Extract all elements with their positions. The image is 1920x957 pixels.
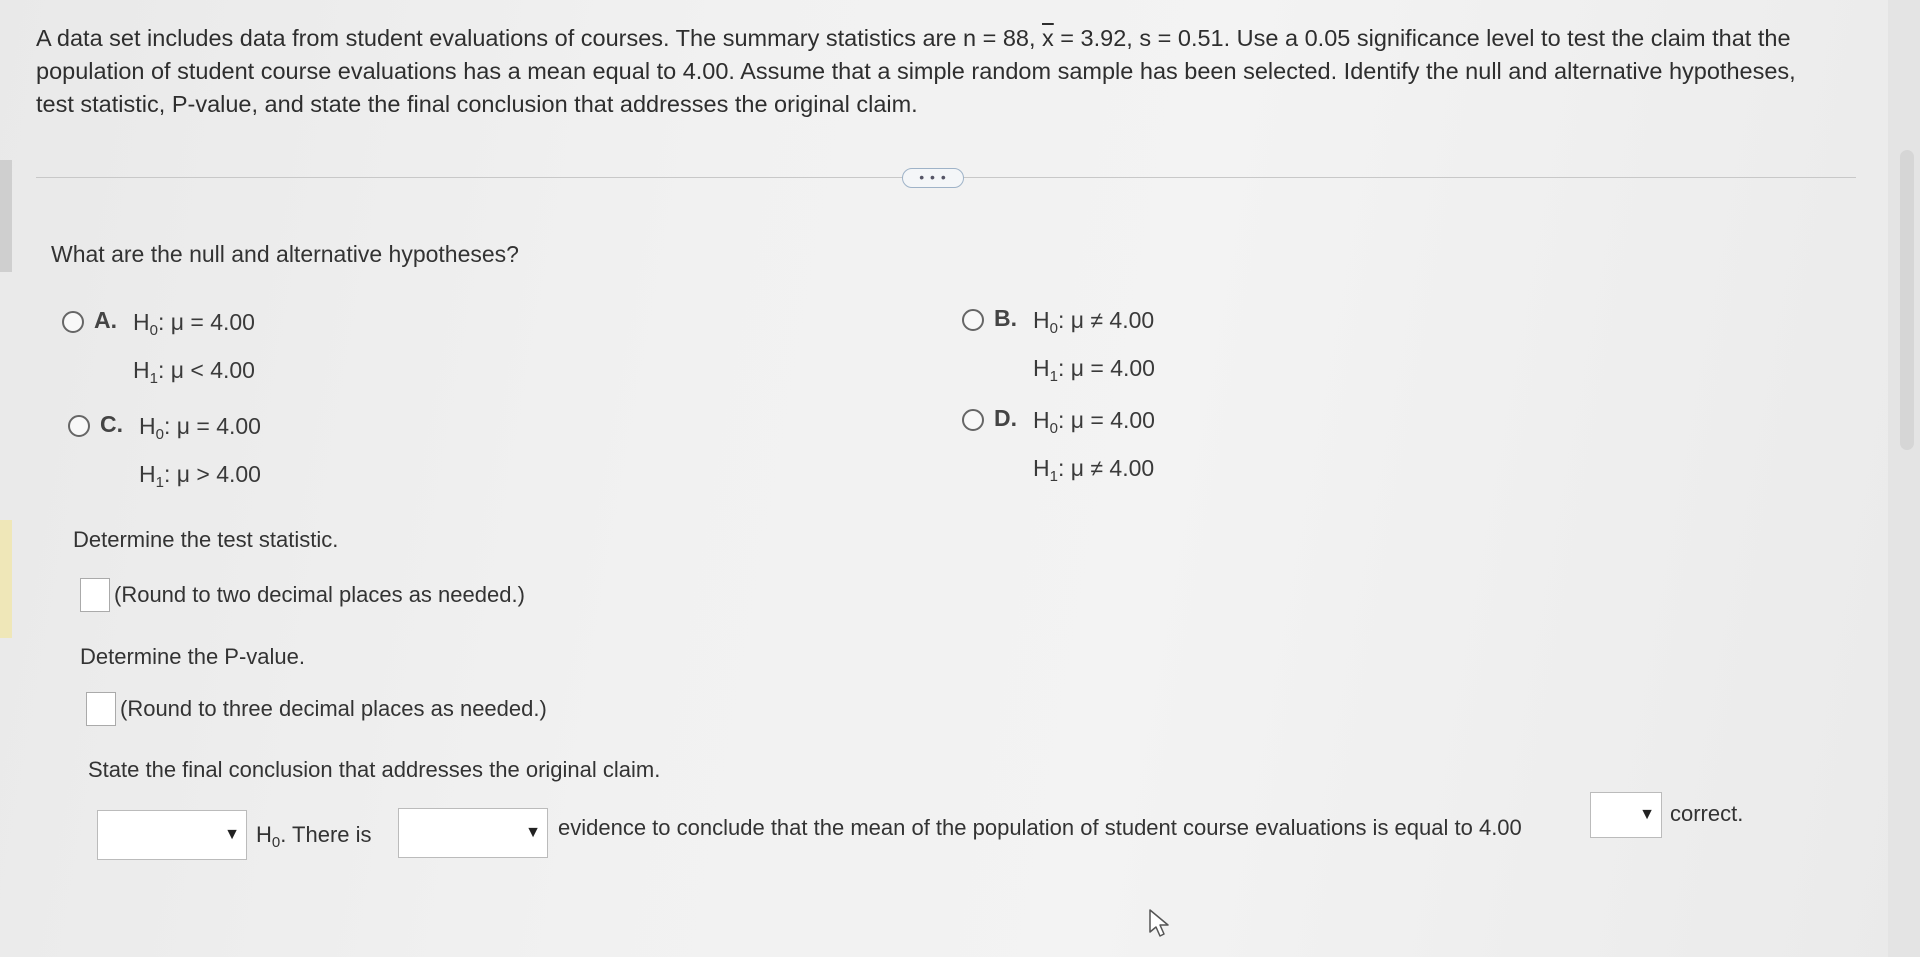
option-letter: D. [994,405,1017,431]
radio-option-a[interactable] [62,311,84,333]
claim-dropdown[interactable] [1590,792,1662,838]
mouse-cursor-icon [1147,908,1173,938]
option-b-h1: $H_1$: μ = 4.00 [1033,355,1155,385]
correct-text: correct. [1670,801,1744,826]
test-statistic-row [80,578,525,612]
option-b[interactable] [962,305,1155,392]
chevron-down-icon: ▼ [1639,806,1655,823]
scrollbar[interactable] [1888,0,1920,957]
option-d[interactable] [962,405,1155,492]
option-a[interactable] [62,307,255,394]
option-d-h0: $H_0$: μ = 4.00 [1033,407,1155,437]
left-edge-highlight [0,520,12,638]
conclusion-prompt: State the final conclusion that addresses the original claim. [88,757,661,782]
option-c-h1: $H_1$: μ > 4.00 [139,461,261,491]
chevron-down-icon: ▼ [224,826,240,843]
conclusion-text: evidence to conclude that the mean of the population of student course evaluations is equal to 4.00 [558,815,1522,840]
hypotheses-prompt: What are the null and alternative hypotheses? [51,241,519,267]
more-button[interactable]: • • • [902,168,964,188]
option-letter: A. [94,307,117,333]
option-a-h1: $H_1$: μ < 4.00 [133,357,255,387]
p-value-input[interactable] [86,692,116,726]
chevron-down-icon: ▼ [525,824,541,841]
option-letter: B. [994,305,1017,331]
h0-text: $H_0$. There is [256,822,372,851]
test-statistic-note: (Round to two decimal places as needed.) [114,582,525,607]
radio-option-b[interactable] [962,309,984,331]
p-value-prompt: Determine the P-value. [80,644,305,669]
question-rest: = 3.92, s = 0.51. Use a 0.05 significance level to test the claim that the population of student course evaluations has a mean equal to 4.00. Assume that a simple random sample has been selected. Identify the null and alternative hypotheses, test statistic, P-value, and state the final conclusion that addresses the original claim. [36,25,1796,117]
left-edge-marker [0,160,12,272]
radio-option-d[interactable] [962,409,984,431]
option-b-h0: $H_0$: μ ≠ 4.00 [1033,307,1155,337]
option-a-h0: $H_0$: μ = 4.00 [133,309,255,339]
p-value-row [86,692,547,726]
option-c[interactable] [68,411,261,498]
option-d-h1: $H_1$: μ ≠ 4.00 [1033,455,1155,485]
evidence-dropdown[interactable] [398,808,548,858]
xbar-symbol: $\overline{x}$ [1042,25,1054,51]
option-c-h0: $H_0$: μ = 4.00 [139,413,261,443]
option-letter: C. [100,411,123,437]
scrollbar-thumb[interactable] [1900,150,1914,450]
question-intro: A data set includes data from student evaluations of courses. The summary statistics are n = 88, [36,25,1043,51]
radio-option-c[interactable] [68,415,90,437]
p-value-note: (Round to three decimal places as needed.) [120,696,547,721]
reject-dropdown[interactable] [97,810,247,860]
test-statistic-input[interactable] [80,578,110,612]
question-text [36,22,1836,121]
test-statistic-prompt: Determine the test statistic. [73,527,339,552]
